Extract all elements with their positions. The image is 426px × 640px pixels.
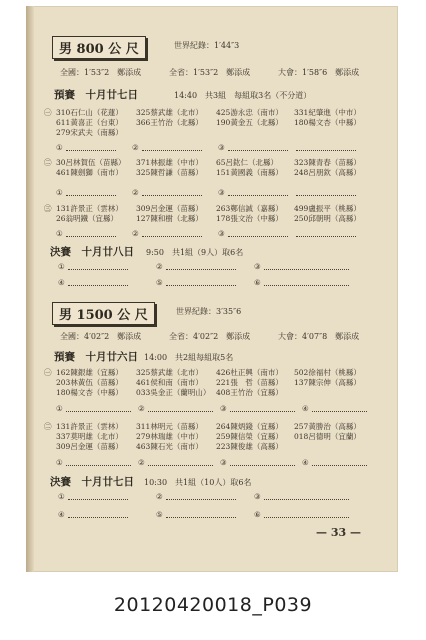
athlete-entry: 127陳和樹（北縣） bbox=[136, 214, 203, 223]
heat-number: ㊀ bbox=[44, 368, 52, 377]
lane-number: ⑤ bbox=[156, 278, 163, 287]
lane-number: ③ bbox=[218, 188, 225, 197]
athlete-entry: 310石仁山（花蓮） bbox=[56, 108, 123, 117]
lane-number: ⑤ bbox=[156, 510, 163, 519]
athlete-entry: 137陳宗伸（高縣） bbox=[294, 378, 361, 387]
page-spine bbox=[26, 6, 34, 572]
national-record-800m: 全國：1′53″2 鄭添成 bbox=[60, 68, 142, 77]
lane-number: ② bbox=[156, 262, 163, 271]
lane-number: ② bbox=[156, 492, 163, 501]
athlete-entry: 180楊文杏（中縣） bbox=[56, 388, 123, 397]
prelim-note-800m: 14:40 共3組 每組取3名（不分道） bbox=[174, 91, 312, 100]
result-blank bbox=[230, 411, 295, 412]
athlete-entry: 162陳銀雄（宜縣） bbox=[56, 368, 123, 377]
province-record-800m: 全省：1′53″2 鄭添成 bbox=[169, 68, 251, 77]
result-blank bbox=[66, 411, 131, 412]
lane-number: ① bbox=[58, 492, 65, 501]
result-blank bbox=[68, 499, 128, 500]
province-record-1500m: 全省：4′02″2 鄭添成 bbox=[169, 332, 251, 341]
athlete-entry: 331紀肇進（中市） bbox=[294, 108, 361, 117]
athlete-entry: 263鄭信誠（嘉縣） bbox=[216, 204, 283, 213]
athlete-entry: 131許景正（雲林） bbox=[56, 422, 123, 431]
result-blank bbox=[66, 236, 116, 237]
athlete-entry: 461侯和南（南市） bbox=[136, 378, 203, 387]
athlete-entry: 257黃勝治（高縣） bbox=[294, 422, 361, 431]
final-note-1500m: 10:30 共1組（10人）取6名 bbox=[144, 478, 252, 487]
image-caption: 20120420018_P039 bbox=[113, 594, 313, 616]
athlete-entry: 366王竹治（北縣） bbox=[136, 118, 203, 127]
result-blank bbox=[68, 517, 128, 518]
result-blank bbox=[68, 285, 128, 286]
lane-number: ② bbox=[132, 229, 139, 238]
result-blank bbox=[264, 285, 349, 286]
athlete-entry: 337莫明雄（北市） bbox=[56, 432, 123, 441]
athlete-entry: 425游永忠（南市） bbox=[216, 108, 283, 117]
athlete-entry: 26翁明鐵（宜縣） bbox=[56, 214, 119, 223]
event-title-800m: 男 800 公 尺 bbox=[52, 36, 146, 59]
result-blank bbox=[228, 150, 288, 151]
athlete-entry: 502徐福村（桃縣） bbox=[294, 368, 361, 377]
result-blank bbox=[166, 285, 236, 286]
result-blank bbox=[142, 195, 202, 196]
lane-number: ③ bbox=[254, 492, 261, 501]
lane-number: ② bbox=[138, 458, 145, 467]
lane-number: ④ bbox=[302, 458, 309, 467]
result-blank bbox=[312, 411, 367, 412]
lane-number: ③ bbox=[220, 404, 227, 413]
athlete-entry: 408王竹治（宜縣） bbox=[216, 388, 283, 397]
athlete-entry: 323陳青春（苗縣） bbox=[294, 158, 361, 167]
athlete-entry: 131許景正（雲林） bbox=[56, 204, 123, 213]
athlete-entry: 151黃國義（南縣） bbox=[216, 168, 283, 177]
result-blank bbox=[66, 465, 131, 466]
lane-number: ② bbox=[132, 143, 139, 152]
result-blank bbox=[166, 499, 236, 500]
athlete-entry: 264陳炳錢（宜縣） bbox=[216, 422, 283, 431]
lane-number: ④ bbox=[58, 278, 65, 287]
athlete-entry: 371林振雄（中市） bbox=[136, 158, 203, 167]
lane-number: ② bbox=[138, 404, 145, 413]
result-blank bbox=[296, 150, 356, 151]
lane-number: ① bbox=[56, 458, 63, 467]
page-number: — 33 — bbox=[316, 526, 361, 539]
result-blank bbox=[66, 150, 116, 151]
games-record-800m: 大會：1′58″6 鄭添成 bbox=[278, 68, 360, 77]
athlete-entry: 611黃喜正（台東） bbox=[56, 118, 123, 127]
result-blank bbox=[166, 269, 236, 270]
result-blank bbox=[228, 195, 288, 196]
athlete-entry: 223陳俊雄（高縣） bbox=[216, 442, 283, 451]
lane-number: ① bbox=[58, 262, 65, 271]
athlete-entry: 309呂金運（苗縣） bbox=[136, 204, 203, 213]
athlete-entry: 461陳劍獅（南市） bbox=[56, 168, 123, 177]
athlete-entry: 309呂金運（苗縣） bbox=[56, 442, 123, 451]
athlete-entry: 279林瑞雄（中市） bbox=[136, 432, 203, 441]
athlete-entry: 279宋武夫（南縣） bbox=[56, 128, 123, 137]
lane-number: ① bbox=[56, 404, 63, 413]
result-blank bbox=[142, 236, 202, 237]
lane-number: ④ bbox=[58, 510, 65, 519]
athlete-entry: 203林黃伍（苗縣） bbox=[56, 378, 123, 387]
result-blank bbox=[264, 499, 349, 500]
final-note-800m: 9:50 共1組（9人）取6名 bbox=[146, 248, 244, 257]
heat-number: ㊀ bbox=[44, 108, 52, 117]
final-label-1500m: 決賽 十月廿七日 bbox=[50, 476, 134, 488]
athlete-entry: 248呂朋欽（高縣） bbox=[294, 168, 361, 177]
heat-number: ㊂ bbox=[44, 204, 52, 213]
athlete-entry: 221張 哲（苗縣） bbox=[216, 378, 283, 387]
athlete-entry: 499盧振平（桃縣） bbox=[294, 204, 361, 213]
result-blank bbox=[148, 465, 213, 466]
lane-number: ③ bbox=[220, 458, 227, 467]
athlete-entry: 250邱朝明（高縣） bbox=[294, 214, 361, 223]
athlete-entry: 325蔡武雄（北市） bbox=[136, 108, 203, 117]
athlete-entry: 311林明元（苗縣） bbox=[136, 422, 203, 431]
result-blank bbox=[296, 195, 356, 196]
lane-number: ③ bbox=[218, 143, 225, 152]
heat-number: ㊁ bbox=[44, 158, 52, 167]
athlete-entry: 65呂鈜仁（北縣） bbox=[216, 158, 279, 167]
athlete-entry: 033吳金正（蘭明山） bbox=[136, 388, 211, 397]
athlete-entry: 190黃金五（北縣） bbox=[216, 118, 283, 127]
result-blank bbox=[148, 411, 213, 412]
lane-number: ② bbox=[132, 188, 139, 197]
result-blank bbox=[296, 236, 356, 237]
lane-number: ⑥ bbox=[254, 510, 261, 519]
lane-number: ① bbox=[56, 143, 63, 152]
athlete-entry: 018呂德明（宜蘭） bbox=[294, 432, 361, 441]
program-page bbox=[26, 6, 398, 572]
result-blank bbox=[68, 269, 128, 270]
final-label-800m: 決賽 十月廿八日 bbox=[50, 246, 134, 258]
result-blank bbox=[166, 517, 236, 518]
athlete-entry: 180楊文杏（中縣） bbox=[294, 118, 361, 127]
result-blank bbox=[264, 517, 349, 518]
athlete-entry: 325蔡武雄（北市） bbox=[136, 368, 203, 377]
lane-number: ④ bbox=[302, 404, 309, 413]
result-blank bbox=[142, 150, 202, 151]
result-blank bbox=[312, 465, 367, 466]
prelim-label-800m: 預賽 十月廿七日 bbox=[54, 89, 138, 101]
world-record-800m: 世界紀錄：1′44″3 bbox=[174, 41, 240, 50]
result-blank bbox=[230, 465, 295, 466]
lane-number: ① bbox=[56, 188, 63, 197]
prelim-label-1500m: 預賽 十月廿六日 bbox=[54, 351, 138, 363]
lane-number: ③ bbox=[218, 229, 225, 238]
lane-number: ⑥ bbox=[254, 278, 261, 287]
result-blank bbox=[228, 236, 288, 237]
lane-number: ① bbox=[56, 229, 63, 238]
result-blank bbox=[66, 195, 116, 196]
athlete-entry: 30呂林賀伍（苗縣） bbox=[56, 158, 126, 167]
heat-number: ㊁ bbox=[44, 422, 52, 431]
world-record-1500m: 世界紀錄：3′35″6 bbox=[176, 307, 242, 316]
prelim-note-1500m: 14:00 共2組每組取5名 bbox=[144, 353, 234, 362]
national-record-1500m: 全國：4′02″2 鄭添成 bbox=[60, 332, 142, 341]
athlete-entry: 259陳信榮（宜縣） bbox=[216, 432, 283, 441]
lane-number: ③ bbox=[254, 262, 261, 271]
athlete-entry: 325陳哲謙（苗縣） bbox=[136, 168, 203, 177]
games-record-1500m: 大會：4′07″8 鄭添成 bbox=[278, 332, 360, 341]
athlete-entry: 426杜正興（南市） bbox=[216, 368, 283, 377]
result-blank bbox=[264, 269, 349, 270]
athlete-entry: 178張文治（中縣） bbox=[216, 214, 283, 223]
event-title-1500m: 男 1500 公 尺 bbox=[52, 302, 155, 325]
athlete-entry: 463陳石光（南市） bbox=[136, 442, 203, 451]
